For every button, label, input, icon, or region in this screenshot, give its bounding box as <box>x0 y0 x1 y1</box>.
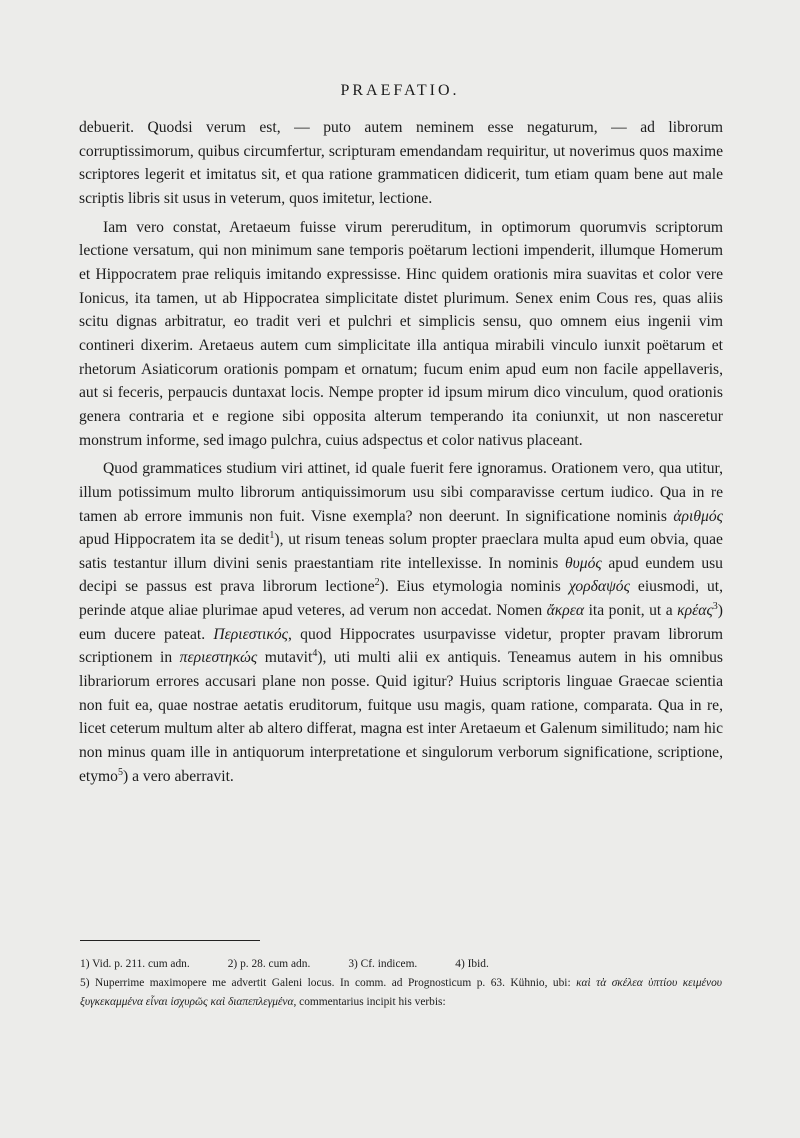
footnote-ref: 5 <box>117 766 123 778</box>
footnote-4: 4) Ibid. <box>455 958 489 970</box>
footnote-1: 1) Vid. p. 211. cum adn. <box>80 958 190 970</box>
greek-term: χορδαψός <box>568 578 630 596</box>
text-run: , quod Hippocrates usurpavisse videtur, propter pravam librorum scriptionem in <box>79 625 723 667</box>
text-run: ) eum ducere pateat. <box>79 602 723 643</box>
text-run: mutavit <box>257 649 313 667</box>
greek-term: Περιεστικός <box>213 625 288 643</box>
footnote-3: 3) Cf. indicem. <box>348 958 418 970</box>
running-head: PRAEFATIO. <box>340 82 460 99</box>
footnote-ref: 4 <box>312 648 318 660</box>
footnote-rule <box>80 940 260 941</box>
text-run: ita ponit, ut a <box>584 602 678 620</box>
text-run: 5) Nuperrime maximopere me advertit Galeni locus. In comm. ad Prognosticum p. 63. Kühnio, ubi: <box>80 977 577 989</box>
text-run: eiusmodi, ut, perinde atque aliae plurimae apud veteres, ad verum non accedat. Nomen <box>79 578 723 620</box>
text-run: Quod grammatices studium viri attinet, id quale fuerit fere ignoramus. Orationem vero, qua utitur, illum potissimum multo librorum antiquissimorum usu sibi comparavisse certum iudico. Qua in re tamen ab errore immunis non fuit. Visne exempla? non deerunt. In significatione nominis <box>79 460 723 525</box>
text-run: ). Eius etymologia nominis <box>379 578 569 596</box>
text-run: , commentarius incipit his verbis: <box>293 996 446 1008</box>
text-run: ), ut risum teneas solum propter praeclara multa apud eum obvia, quae satis testantur illum divini senis praestantiam rite intellexisse. In nominis <box>79 531 723 572</box>
text-run: apud Hippocratem ita se dedit <box>79 531 270 549</box>
greek-term: περιεστηκώς <box>179 649 258 667</box>
text-run: debuerit. Quodsi verum est, — puto autem neminem esse negaturum, — ad librorum corruptissimorum, quibus circumfertur, scripturam emendandam requiritur, ut noverimus quos maxime scriptores legerit et imitatus sit, et qua ratione grammaticen didicerit, tum etiam quam bene aut male scriptis libris sit usus in veterum, quos imitetur, lectione. <box>79 119 723 207</box>
paragraph-2 <box>79 216 723 453</box>
greek-term: ἀριθμός <box>673 507 723 525</box>
text-run: ), uti multi alii ex antiquis. Teneamus autem in his omnibus librariorum errores accusari plane non posse. Quid igitur? Huius scriptoris linguae Graecae scientia non fuit ea, quae nostrae aetatis eruditorum, fuitque usu magis, quam ratione, comparata. Qua in re, licet ceterum multum alter ab altero differat, magna est inter Aretaeum et Galenum similitudo; nam hic non minus quam ille in antiquorum interpretatione et singulorum verborum significatione, scriptione, etymo <box>79 649 723 785</box>
footnote-5 <box>80 974 722 1012</box>
text-run: Iam vero constat, Aretaeum fuisse virum pereruditum, in optimorum quorumvis scriptorum lectione versatum, qui non minimum sane temporis poëtarum lectioni impenderit, illumque Homerum et Hippocratem prae reliquis imitando expressisse. Hinc quidem orationis mira suavitas et color vere Ionicus, ita tamen, ut ab Hippocratea simplicitate distet plurimum. Senex enim Cous res, quas aliis scitu dignas arbitratur, eo tradit veri et pulchri et simplicis sensu, quo omnem eius ingenii vim contineri dixerim. Aretaeus autem cum simplicitate illa antiqua mirabili vinculo iunxit poëtarum et rhetorum Asiaticorum orationis pompam et ornatum; fucum enim apud eum non facile appellaveris, aut si feceris, perpaucis duntaxat locis. Nempe propter id ipsum mirum dico vinculum, quod orationis genera contraria et e regione sibi opposita alterum temperando ita coniunxit, ut non nasceretur monstrum informe, sed imago pulchra, cuius adspectus et color nativus placeant. <box>79 218 723 449</box>
greek-term: καὶ τὰ σκέλεα ὑπτίου κειμένου ξυγκεκαμμένα εἶναι ἰσχυρῶς καὶ διαπεπλεγμένα <box>80 977 723 1008</box>
footnotes <box>80 955 722 1012</box>
footnote-row <box>80 955 722 974</box>
greek-term: θυμός <box>564 554 602 572</box>
footnote-ref: 2 <box>374 577 380 589</box>
text-run: ) a vero aberravit. <box>122 767 234 785</box>
footnote-ref: 1 <box>269 529 275 541</box>
footnote-ref: 3 <box>712 600 718 612</box>
greek-term: ἄκρεα <box>546 602 585 620</box>
footnote-2: 2) p. 28. cum adn. <box>227 958 311 970</box>
paragraph-3 <box>79 457 723 788</box>
body-text <box>79 116 723 793</box>
text-run: apud eundem usu decipi se passus est prava librorum lectione <box>79 554 723 596</box>
greek-term: κρέας <box>677 602 713 620</box>
paragraph-1 <box>79 116 723 211</box>
